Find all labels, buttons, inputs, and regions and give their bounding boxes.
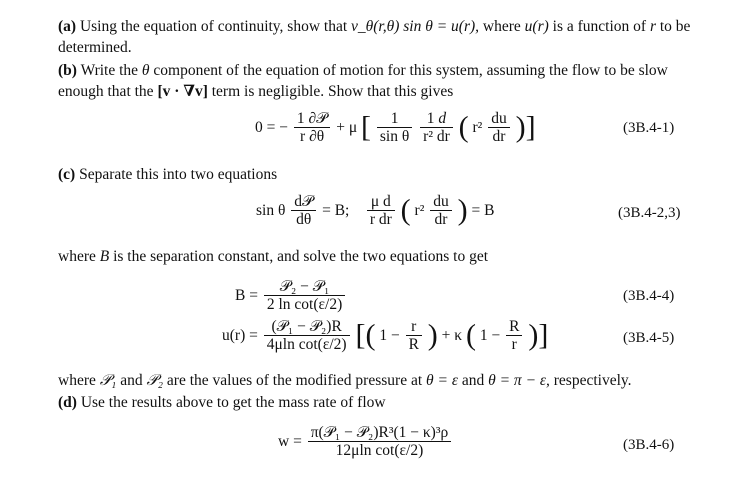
eq5-open-paren-2: ( [465, 318, 476, 352]
separation-text: is the separation constant, and solve the two equations to get [113, 248, 489, 265]
eq2-fraction-2 [367, 193, 395, 228]
pressure-text: and [120, 372, 143, 389]
eq5-fraction-r-over-R [406, 318, 422, 353]
eq1-fraction-3-num-1: 1 [426, 110, 435, 127]
pressure-expr-theta-pi: θ = π − ε, [488, 372, 550, 389]
eq5-close-paren-1: ) [427, 318, 438, 352]
eq1-fraction-1-den: r ∂θ [300, 128, 325, 145]
eq2-sin-theta: sin θ [256, 201, 286, 219]
eq2-fraction-1-den: dθ [296, 211, 312, 228]
eq5-open-bracket: [ [355, 318, 366, 352]
equation-3B4-6 [278, 424, 453, 459]
eq4-fraction [264, 278, 345, 313]
eq5-fraction-den: 4μln cot(ε/2) [266, 336, 347, 353]
part-d-text: Use the results above to get the mass rate of flow [80, 394, 386, 411]
equation-3B4-1 [255, 110, 536, 145]
part-c-text: Separate this into two equations [79, 166, 278, 183]
eq4-fraction-den: 2 ln cot(ε/2) [266, 296, 343, 313]
part-b-text: component of the equation of motion for this system, assuming the flow to be slow enough that the [58, 62, 668, 100]
eq1-fraction-3-num [420, 110, 453, 128]
eq2-equals-b-1: = B; [322, 201, 350, 219]
eq5-lhs: u(r) = [222, 326, 258, 344]
pressure-text: and [461, 372, 485, 389]
equation-3B4-4 [235, 278, 347, 313]
part-b-expr-theta: θ [141, 62, 150, 79]
pressure-paragraph [58, 370, 718, 391]
eq6-lhs: w = [278, 432, 302, 450]
pressure-text: where [58, 372, 96, 389]
eq1-fraction-2 [377, 110, 412, 145]
eq2-fraction-3-den: dr [434, 211, 448, 228]
pressure-text: are the values of the modified pressure at [166, 372, 423, 389]
part-a-text: where [482, 18, 521, 35]
eq1-fraction-2-den: sin θ [379, 128, 410, 145]
part-a-expr-velocity: v_θ(r,θ) sin θ = u(r), [351, 18, 480, 35]
eq5-close-bracket: ] [538, 318, 549, 352]
eq1-fraction-3-num-d: d [438, 110, 447, 127]
equation-number-3B4-5: (3B.4-5) [623, 330, 675, 346]
eq6-fraction [308, 424, 452, 459]
eq1-fraction-3-den: r² dr [423, 128, 450, 145]
eq6-fraction-num: π(𝒫₁ − 𝒫₂)R³(1 − κ)³ρ [308, 424, 452, 442]
eq1-fraction-1 [294, 110, 330, 145]
part-a-expr-u: u(r) [524, 18, 549, 35]
eq1-r-squared: r² [472, 118, 483, 136]
pressure-text: respectively. [553, 372, 632, 389]
pressure-expr-p1: 𝒫₁ [99, 372, 117, 389]
eq1-fraction-4 [488, 110, 510, 145]
eq5-fraction-R-den: r [511, 336, 517, 353]
separation-paragraph [58, 246, 698, 267]
part-b-label: (b) [58, 62, 77, 79]
separation-expr-b: B [99, 248, 110, 265]
eq1-fraction-3 [420, 110, 453, 145]
eq2-open-paren: ( [400, 193, 411, 227]
eq1-close-bracket: ] [525, 110, 536, 144]
eq2-equals-b-2: = B [471, 201, 495, 219]
equation-number-3B4-2-3: (3B.4-2,3) [618, 205, 681, 221]
eq4-lhs: B = [235, 286, 258, 304]
eq5-one-minus-1: 1 − [379, 326, 400, 344]
equation-number-3B4-6: (3B.4-6) [623, 437, 675, 453]
eq5-plus-kappa: + κ [441, 326, 463, 344]
equation-number-3B4-4: (3B.4-4) [623, 288, 675, 304]
part-a-paragraph [58, 16, 698, 58]
eq1-open-paren: ( [458, 110, 469, 144]
eq5-fraction-R-num: R [506, 318, 522, 336]
part-b-text: Write the [80, 62, 139, 79]
eq5-open-paren-1: ( [365, 318, 376, 352]
eq2-fraction-1-num: d𝒫 [291, 193, 316, 211]
eq2-close-paren: ) [457, 193, 468, 227]
part-a-text: to be determined. [58, 18, 691, 56]
pressure-expr-p2: 𝒫₂ [146, 372, 164, 389]
part-b-paragraph [58, 60, 698, 102]
part-b-expr-term: [v · ∇v] [157, 83, 208, 100]
equation-number-3B4-1: (3B.4-1) [623, 120, 675, 136]
equation-3B4-2-3 [256, 193, 494, 228]
eq5-fraction-R-over-r [506, 318, 522, 353]
eq2-fraction-1 [291, 193, 316, 228]
eq1-fraction-2-num: 1 [377, 110, 412, 128]
eq1-fraction-4-den: dr [492, 128, 506, 145]
part-a-expr-r: r [649, 18, 656, 35]
eq2-fraction-2-den: r dr [369, 211, 392, 228]
eq5-fraction-num: (𝒫₁ − 𝒫₂)R [264, 318, 350, 336]
eq2-r-squared: r² [414, 201, 425, 219]
eq1-fraction-4-num: du [488, 110, 510, 128]
part-b-text: term is negligible. Show that this gives [211, 83, 454, 100]
eq5-fraction-r-num: r [406, 318, 422, 336]
part-a-text: Using the equation of continuity, show that [79, 18, 348, 35]
part-a-text: is a function of [552, 18, 647, 35]
pressure-expr-theta-eps: θ = ε [426, 372, 458, 389]
eq2-fraction-3-num: du [430, 193, 452, 211]
part-d-label: (d) [58, 394, 77, 411]
eq2-fraction-3 [430, 193, 452, 228]
eq1-close-paren: ) [515, 110, 526, 144]
eq5-close-paren-2: ) [528, 318, 539, 352]
eq6-fraction-den: 12μln cot(ε/2) [335, 442, 424, 459]
separation-text: where [58, 248, 96, 265]
part-d-paragraph [58, 392, 698, 413]
equation-3B4-5 [222, 318, 548, 353]
eq1-fraction-1-num: 1 ∂𝒫 [294, 110, 330, 128]
eq5-one-minus-2: 1 − [479, 326, 501, 344]
eq4-fraction-num: 𝒫₂ − 𝒫₁ [264, 278, 345, 296]
eq5-fraction [264, 318, 350, 353]
eq1-open-bracket: [ [361, 110, 372, 144]
part-c-label: (c) [58, 166, 76, 183]
eq2-fraction-2-num: μ d [367, 193, 395, 211]
part-a-label: (a) [58, 18, 77, 35]
eq5-fraction-r-den: R [408, 336, 419, 353]
eq1-lhs: 0 = − [255, 118, 288, 136]
eq1-plus-mu: + μ [336, 118, 358, 136]
part-c-paragraph [58, 164, 698, 185]
